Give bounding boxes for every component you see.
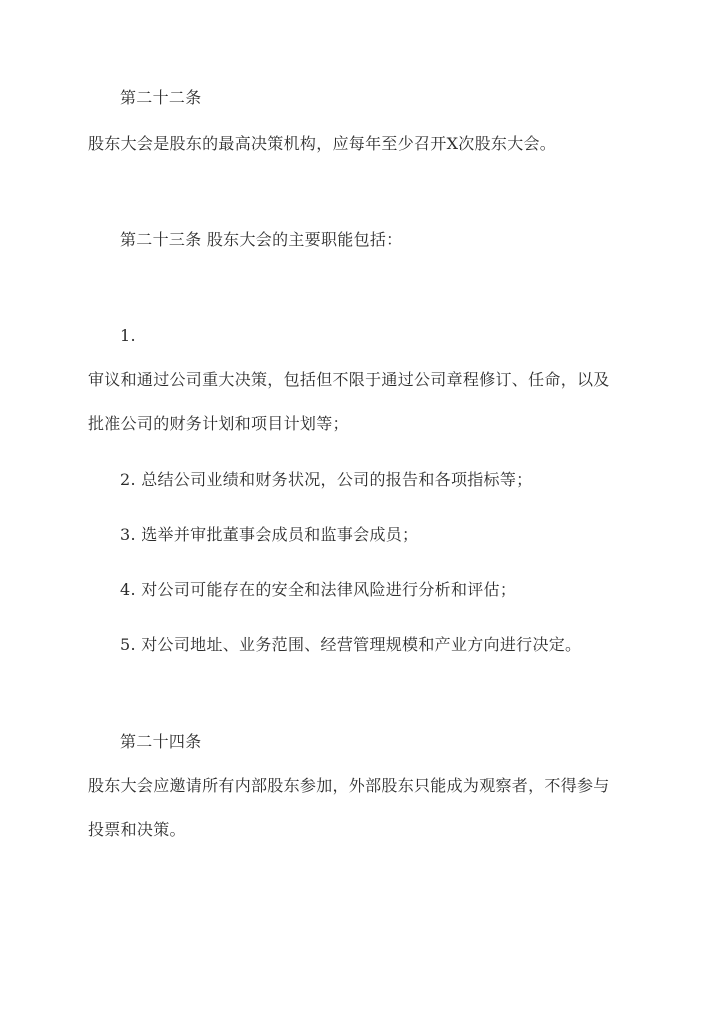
list-item-1-number: 1. (120, 326, 136, 345)
article-24-body-line-2: 投票和决策。 (88, 820, 186, 839)
list-item-2: 2. 总结公司业绩和财务状况，公司的报告和各项指标等； (120, 470, 533, 489)
list-item-1-text-line-1: 审议和通过公司重大决策，包括但不限于通过公司章程修订、任命，以及 (88, 370, 610, 389)
article-22-heading: 第二十二条 (120, 88, 202, 107)
list-item-5: 5. 对公司地址、业务范围、经营管理规模和产业方向进行决定。 (120, 635, 582, 654)
article-24-body-line-1: 股东大会应邀请所有内部股东参加，外部股东只能成为观察者，不得参与 (88, 776, 610, 795)
article-24-heading: 第二十四条 (120, 732, 202, 751)
list-item-4: 4. 对公司可能存在的安全和法律风险进行分析和评估； (120, 580, 517, 599)
article-22-body: 股东大会是股东的最高决策机构，应每年至少召开X次股东大会。 (88, 134, 557, 153)
list-item-1-text-line-2: 批准公司的财务计划和项目计划等； (88, 414, 349, 433)
article-23-heading: 第二十三条 股东大会的主要职能包括： (120, 230, 403, 249)
list-item-3: 3. 选举并审批董事会成员和监事会成员； (120, 525, 419, 544)
